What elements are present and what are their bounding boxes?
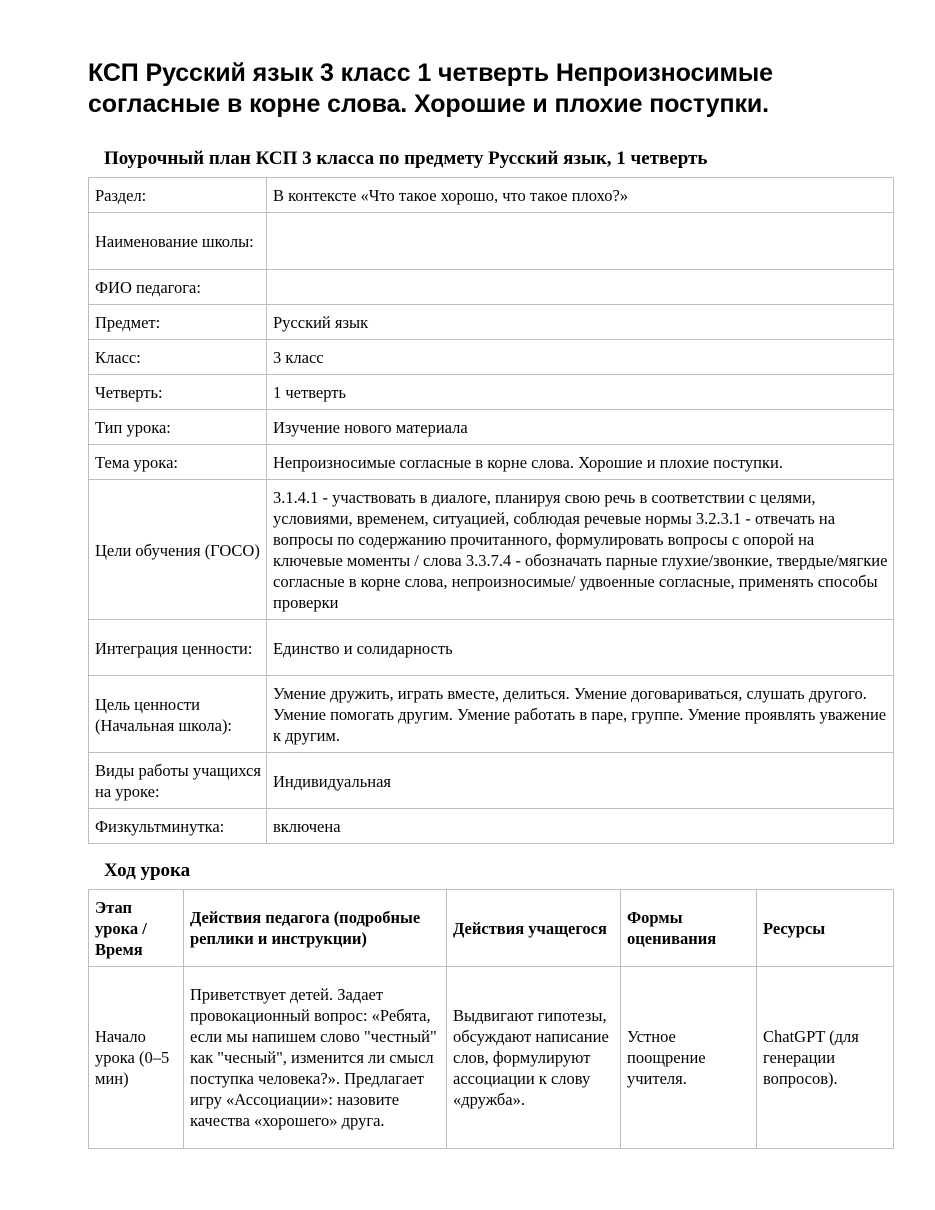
info-row-school [89,213,894,270]
info-value: 1 четверть [267,375,894,410]
header-resources: Ресурсы [757,890,894,967]
info-row-lesson-type [89,410,894,445]
info-label: Цели обучения (ГОСО) [89,480,267,620]
info-value [267,213,894,270]
table-row [89,967,894,1149]
info-label: Наименование школы: [89,213,267,270]
info-row-class [89,340,894,375]
document-title: КСП Русский язык 3 класс 1 четверть Непроизносимые согласные в корне слова. Хорошие и плохие поступки. [88,59,773,118]
teacher-actions-cell: Приветствует детей. Задает провокационный вопрос: «Ребята, если мы напишем слово "честный" как "чесный", изменится ли смысл поступка человека?». Предлагает игру «Ассоциации»: назовите качества «хорошего» друга. [184,967,447,1149]
info-row-exercise-break [89,809,894,844]
info-row-teacher [89,270,894,305]
header-teacher-actions: Действия педагога (подробные реплики и инструкции) [184,890,447,967]
lesson-info-table [88,177,894,844]
info-label: Тип урока: [89,410,267,445]
info-value: Умение дружить, играть вместе, делиться. Умение договариваться, слушать другого. Умение помогать другим. Умение работать в паре, группе. Умение проявлять уважение к другим. [267,676,894,753]
info-value: Изучение нового материала [267,410,894,445]
info-label: Физкультминутка: [89,809,267,844]
info-value [267,270,894,305]
info-label: Четверть: [89,375,267,410]
info-label: Класс: [89,340,267,375]
info-label: Тема урока: [89,445,267,480]
info-row-value-goal [89,676,894,753]
resources-cell: ChatGPT (для генерации вопросов). [757,967,894,1149]
header-assessment: Формы оценивания [621,890,757,967]
assessment-cell: Устное поощрение учителя. [621,967,757,1149]
info-row-section [89,178,894,213]
info-label: Предмет: [89,305,267,340]
info-row-learning-goals [89,480,894,620]
plan-heading: Поурочный план КСП 3 класса по предмету Русский язык, 1 четверть [104,148,708,169]
info-value: Русский язык [267,305,894,340]
info-value: включена [267,809,894,844]
info-value: Единство и солидарность [267,620,894,676]
info-value: Непроизносимые согласные в корне слова. Хорошие и плохие поступки. [267,445,894,480]
info-label: Раздел: [89,178,267,213]
document-page [88,58,893,1149]
course-heading: Ход урока [104,860,191,881]
info-value: В контексте «Что такое хорошо, что такое плохо?» [267,178,894,213]
info-label: Интеграция ценности: [89,620,267,676]
info-row-lesson-topic [89,445,894,480]
course-header-row [89,890,894,967]
info-row-work-types [89,753,894,809]
info-value: 3.1.4.1 - участвовать в диалоге, планируя свою речь в соответствии с целями, условиями, временем, ситуацией, соблюдая речевые нормы 3.2.3.1 - отвечать на вопросы по содержанию прочитанного, формулировать вопросы с опорой на ключевые моменты / слова 3.3.7.4 - обозначать парные глухие/звонкие, твердые/мягкие согласные в корне слова, непроизносимые/ удвоенные согласные, применять способы проверки [267,480,894,620]
info-label: Виды работы учащихся на уроке: [89,753,267,809]
header-student-actions: Действия учащегося [447,890,621,967]
info-value: 3 класс [267,340,894,375]
info-label: Цель ценности (Начальная школа): [89,676,267,753]
info-value: Индивидуальная [267,753,894,809]
header-stage: Этап урока / Время [89,890,184,967]
lesson-course-table [88,889,894,1149]
info-label: ФИО педагога: [89,270,267,305]
stage-cell: Начало урока (0–5 мин) [89,967,184,1149]
info-row-subject [89,305,894,340]
student-actions-cell: Выдвигают гипотезы, обсуждают написание слов, формулируют ассоциации к слову «дружба». [447,967,621,1149]
info-row-quarter [89,375,894,410]
info-row-values-integration [89,620,894,676]
